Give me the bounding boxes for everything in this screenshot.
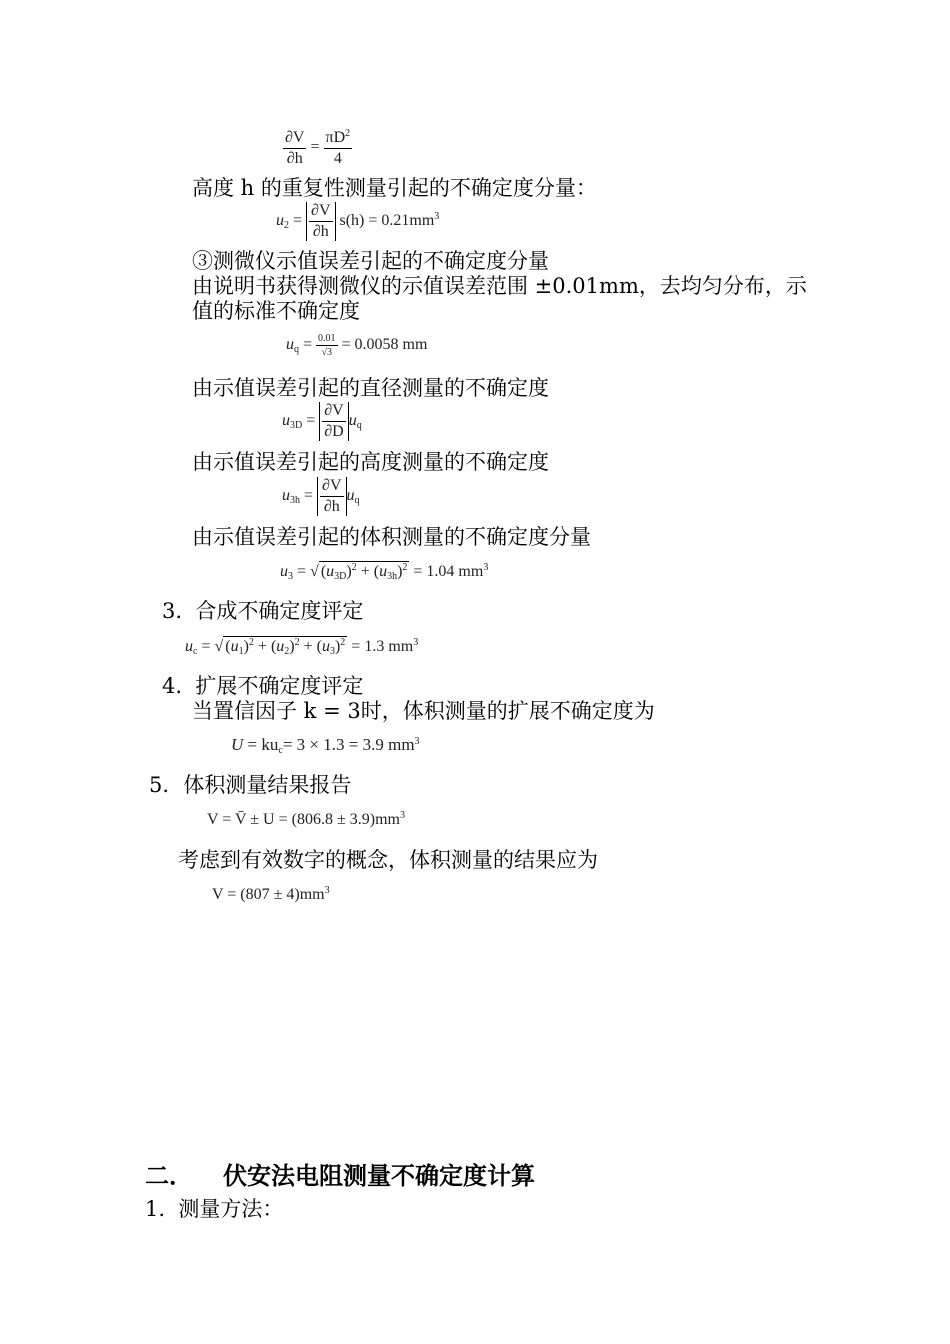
equation-expanded-u: $U = ku_c= 3 \times 1.3 = 3.9$ $mm^3$ [231, 735, 420, 756]
equation-uc: $u_c$ = √ $(u_1)^2 + (u_2)^2 + (u_3)^2 = 1.3$ $mm^3$ [185, 637, 419, 657]
paragraph-manual-line1: 由说明书获得测微仪的示值误差范围 ±0.01mm，去均匀分布，示 [192, 274, 807, 298]
section-4-heading: 4. 扩展不确定度评定 [162, 674, 364, 698]
paragraph-volume: 由示值误差引起的体积测量的不确定度分量 [192, 525, 591, 549]
paragraph-height-component: 高度 h 的重复性测量引起的不确定度分量： [192, 176, 597, 200]
equation-u3h: $u_{3h}$ = $\frac{\partial V}{\partial h}$ $u_q$ [282, 477, 360, 515]
equation-dvdh: $\frac{\partial V}{\partial h}$ = $\frac{\pi D^2}{4}$ [285, 128, 351, 167]
paragraph-diameter: 由示值误差引起的直径测量的不确定度 [192, 376, 549, 400]
equation-u2: $u_2$ = $\frac{\partial V}{\partial h}$ $s(h) = 0.21mm^3$ [276, 202, 440, 240]
item3-title: ③测微仪示值误差引起的不确定度分量 [192, 249, 549, 273]
paragraph-significant-figures: 考虑到有效数字的概念，体积测量的结果应为 [178, 848, 598, 872]
section-5-heading: 5．体积测量结果报告 [149, 773, 352, 797]
equation-u3d: $u_{3D}$ = $\frac{\partial V}{\partial D}$ $u_q$ [282, 402, 362, 440]
equation-uq: $u_q$ = $\frac{0.01}{√3}$ = 0.0058 mm [286, 333, 428, 358]
paragraph-height: 由示值误差引起的高度测量的不确定度 [192, 450, 549, 474]
equation-u3: $u_3$ = √ $(u_{3D})^2 + (u_{3h})^2 = 1.04$ $mm^3$ [280, 562, 489, 582]
section-heading-2: 二． 伏安法电阻测量不确定度计算 [145, 1162, 535, 1190]
paragraph-confidence-factor: 当置信因子 k = 3时，体积测量的扩展不确定度为 [192, 699, 655, 723]
equation-volume-result: V = V̄ ± $U = (806.8 \pm 3.9)mm^3$ [207, 810, 405, 828]
paragraph-manual-line2: 值的标准不确定度 [192, 299, 360, 323]
equation-volume-final: $V = (807 \pm 4)mm^3$ [212, 885, 330, 903]
subsection-1-heading: 1. 测量方法： [145, 1197, 284, 1221]
section-3-heading: 3. 合成不确定度评定 [162, 599, 364, 623]
